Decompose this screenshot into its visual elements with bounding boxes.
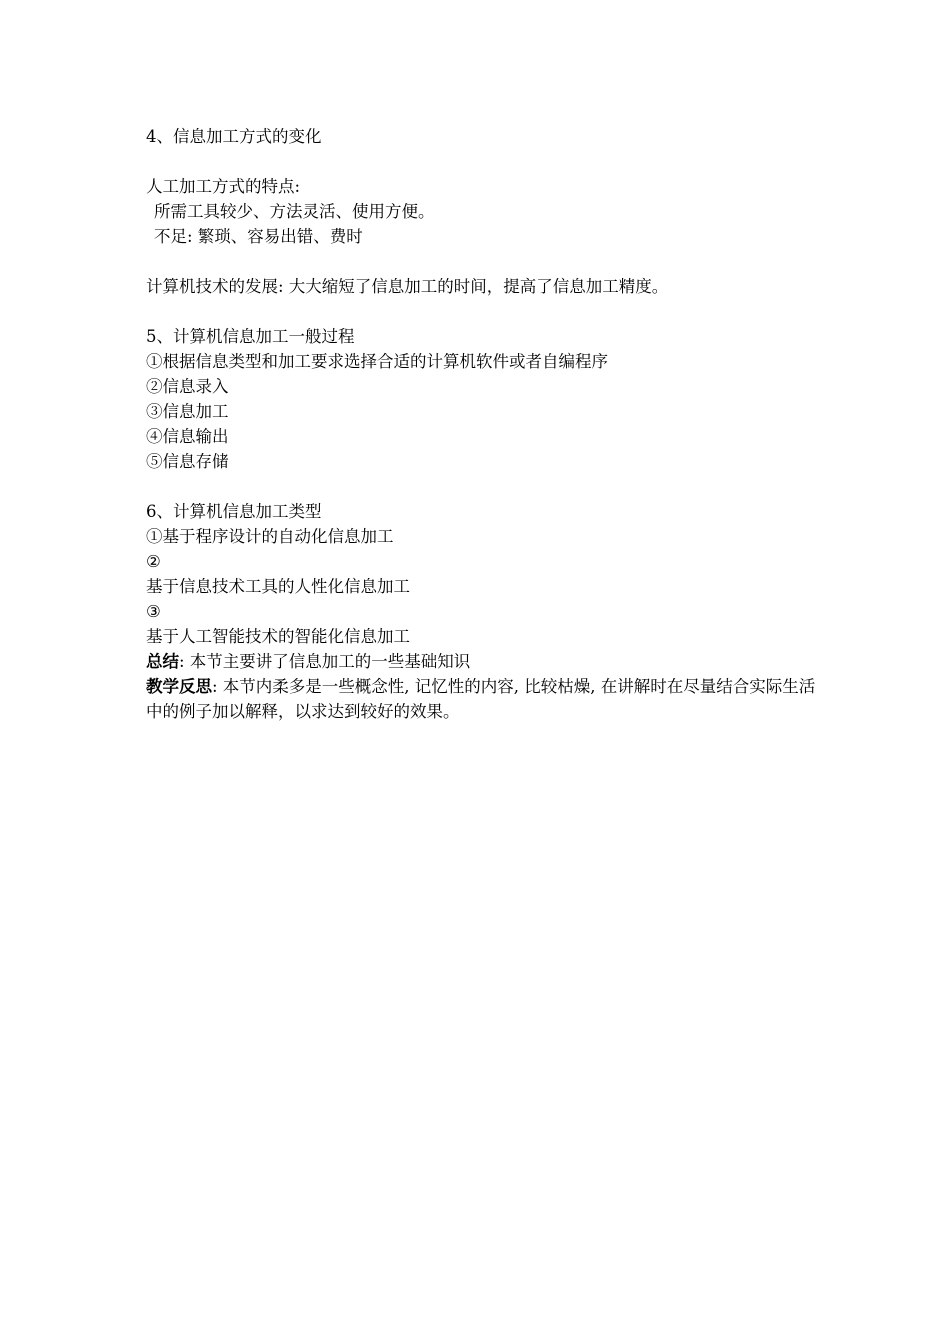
computer-development-text: 计算机技术的发展: 大大缩短了信息加工的时间，提高了信息加工精度。 [146, 277, 669, 296]
document-body [146, 124, 826, 724]
reflection-label: 教学反思 [146, 677, 212, 696]
reflection-paragraph [146, 674, 826, 724]
processing-type-2-text: 基于信息技术工具的人性化信息加工 [146, 577, 410, 596]
processing-type-2-marker: ② [146, 552, 161, 571]
summary-text: : 本节主要讲了信息加工的一些基础知识 [179, 652, 471, 671]
summary-label: 总结 [146, 652, 179, 671]
process-step: ③信息加工 [146, 402, 229, 421]
processing-type-3-marker: ③ [146, 602, 161, 621]
manual-processing-cons: 不足: 繁琐、容易出错、费时 [154, 227, 363, 246]
process-step: ④信息输出 [146, 427, 229, 446]
reflection-text: : 本节内柔多是一些概念性, 记忆性的内容, 比较枯燥, 在讲解时在尽量结合实际生活中的例子加以解释，以求达到较好的效果。 [146, 677, 816, 721]
process-step: ①根据信息类型和加工要求选择合适的计算机软件或者自编程序 [146, 352, 608, 371]
spacer [146, 249, 826, 274]
process-step: ⑤信息存储 [146, 452, 229, 471]
section-4-heading: 4、信息加工方式的变化 [146, 127, 322, 146]
manual-processing-pros: 所需工具较少、方法灵活、使用方便。 [154, 202, 435, 221]
section-5-heading: 5、计算机信息加工一般过程 [146, 327, 355, 346]
section-6-heading: 6、计算机信息加工类型 [146, 502, 322, 521]
processing-type-3-text: 基于人工智能技术的智能化信息加工 [146, 627, 410, 646]
process-step: ②信息录入 [146, 377, 229, 396]
summary-paragraph [146, 649, 826, 674]
spacer [146, 299, 826, 324]
spacer [146, 149, 826, 174]
processing-type-1: ①基于程序设计的自动化信息加工 [146, 527, 394, 546]
manual-processing-title: 人工加工方式的特点: [146, 177, 301, 196]
spacer [146, 474, 826, 499]
